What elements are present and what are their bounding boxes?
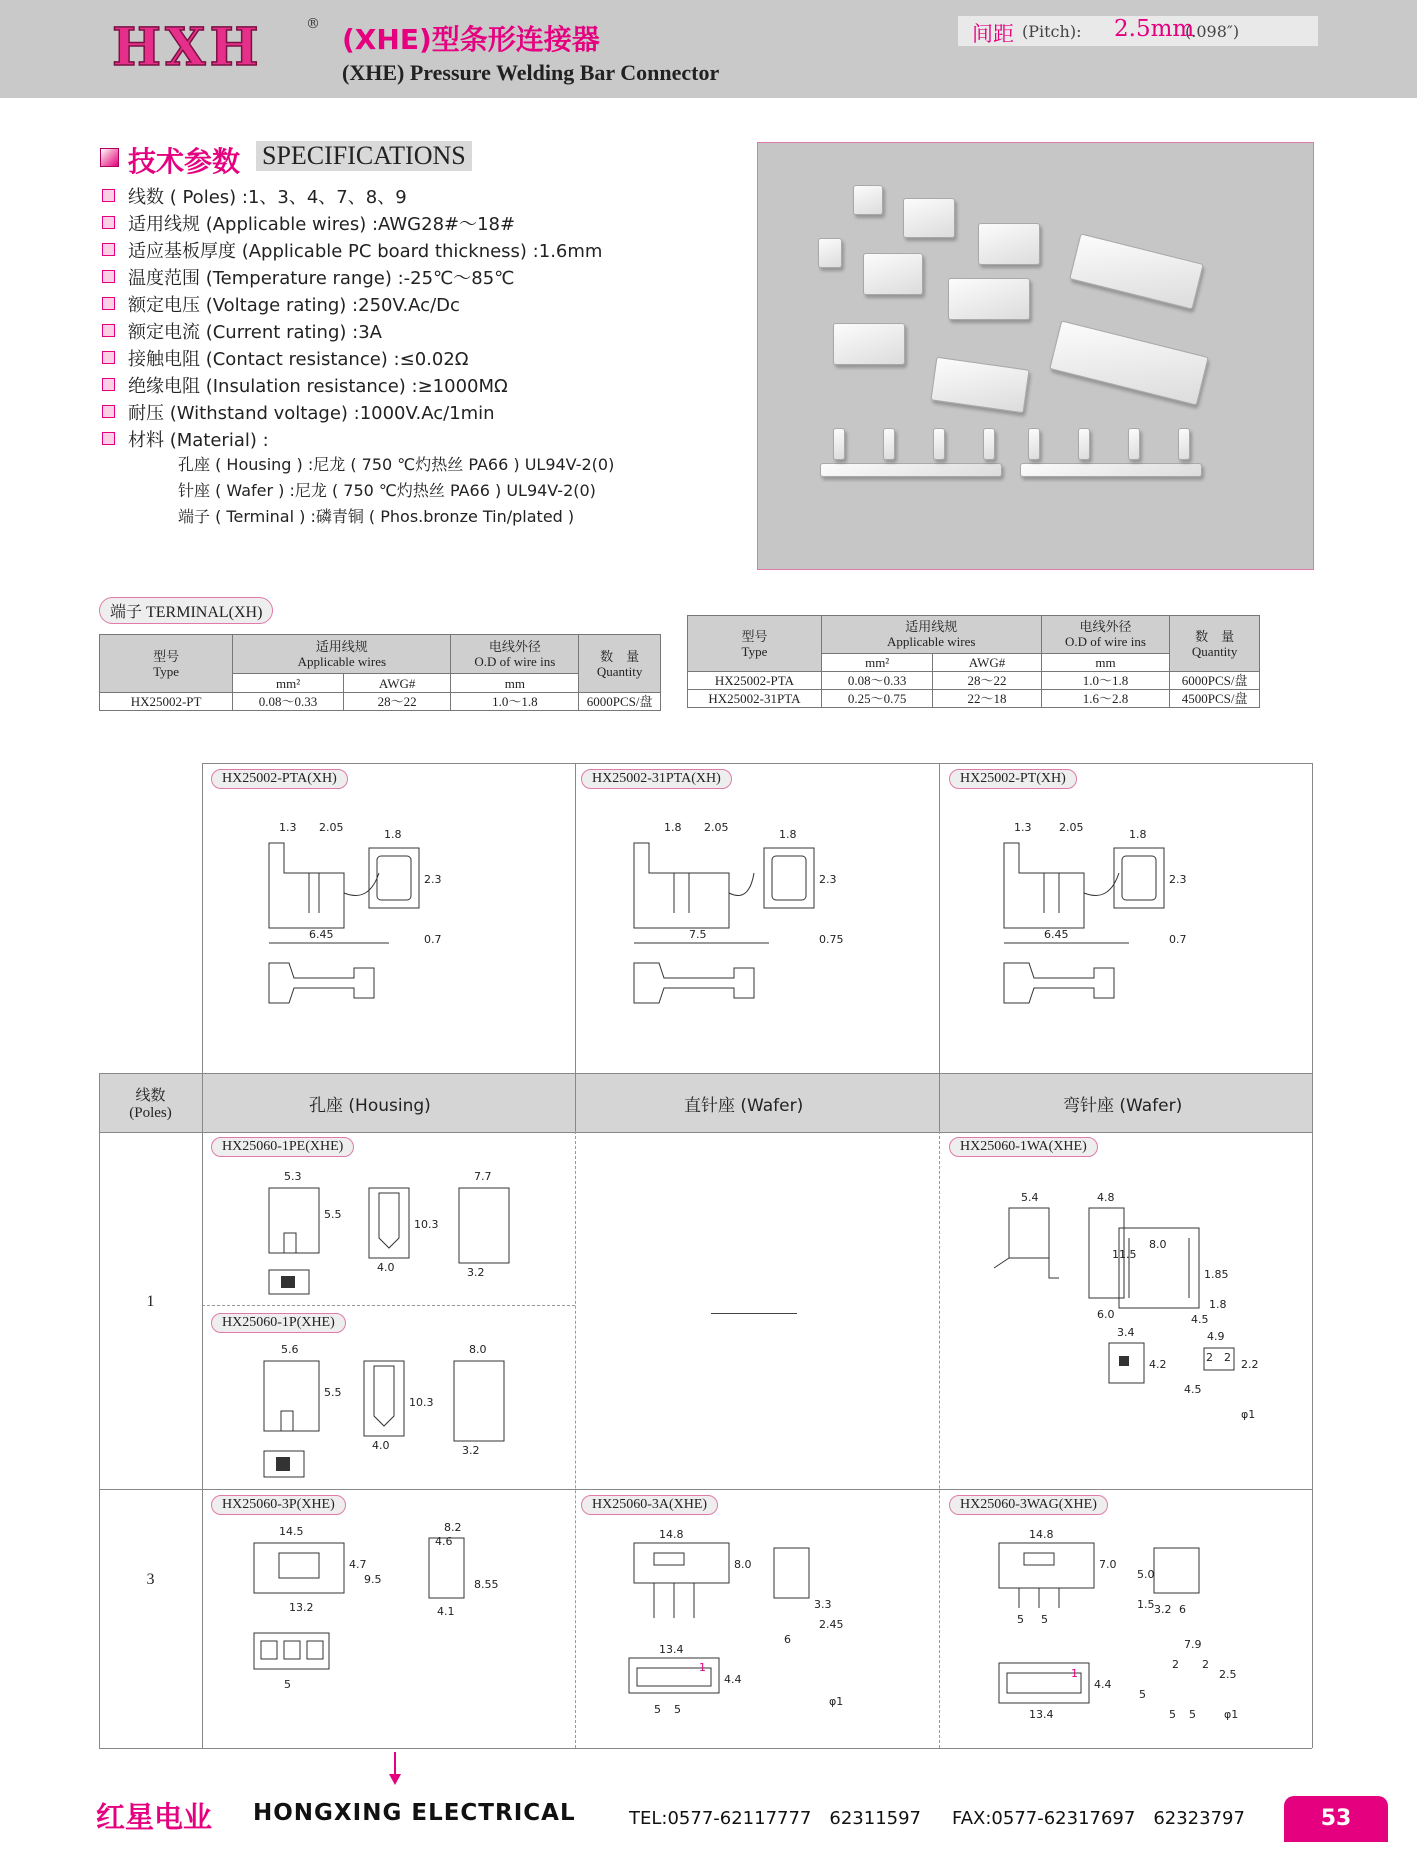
dim-label: 1.8 — [384, 828, 402, 841]
dim-label: 14.8 — [1029, 1528, 1054, 1541]
dim-label: 3.2 — [1154, 1603, 1172, 1616]
dim-label: 9.5 — [364, 1573, 382, 1586]
wafer-1wa-label: HX25060-1WA(XHE) — [949, 1137, 1098, 1157]
photo-terminal — [1128, 428, 1140, 460]
dim-label: 2.3 — [424, 873, 442, 886]
dim-label: 8.0 — [734, 1558, 752, 1571]
col-header-poles-en: (Poles) — [129, 1105, 172, 1121]
bullet-icon — [102, 324, 115, 337]
col-header-straight: 直针座 (Wafer) — [684, 1096, 804, 1116]
dim-label: 3.4 — [1117, 1326, 1135, 1339]
product-photo — [757, 142, 1314, 570]
dim-label: 14.5 — [279, 1525, 304, 1538]
title-cn: (XHE)型条形连接器 — [342, 23, 600, 56]
cell-qty: 6000PCS/盘 — [1170, 672, 1260, 690]
grid-line — [99, 1489, 1312, 1490]
bullet-icon — [102, 270, 115, 283]
col-header-poles-cn: 线数 — [135, 1088, 166, 1104]
dim-label: 10.3 — [409, 1396, 434, 1409]
dim-label: 2 — [1206, 1351, 1213, 1364]
spec-row: 接触电阻 (Contact resistance) :≤0.02Ω — [128, 349, 469, 370]
housing-3p-label: HX25060-3P(XHE) — [211, 1495, 346, 1515]
photo-connector — [978, 223, 1040, 265]
dim-label: 7.9 — [1184, 1638, 1202, 1651]
dim-label: 7.7 — [474, 1170, 492, 1183]
dim-label: 5 — [1017, 1613, 1024, 1626]
cell-od: 1.0～1.8 — [1041, 672, 1170, 690]
grid-line — [202, 1073, 203, 1748]
dim-label: 11.5 — [1112, 1248, 1137, 1261]
table-row — [688, 672, 1260, 690]
photo-connector — [1049, 320, 1209, 405]
dim-label: 5.5 — [324, 1386, 342, 1399]
dim-label: 4.5 — [1191, 1313, 1209, 1326]
col-header-right-angle: 弯针座 (Wafer) — [1063, 1096, 1183, 1116]
th-od-cn: 电线外径 — [488, 639, 541, 655]
col-header-housing: 孔座 (Housing) — [309, 1096, 431, 1116]
th-wires — [233, 635, 451, 674]
dim-label: 4.9 — [1207, 1330, 1225, 1343]
cell-awg: 28～22 — [343, 693, 451, 711]
wafer-3a-drawing — [619, 1528, 939, 1743]
dim-label: 2.05 — [704, 821, 729, 834]
pitch-value: 2.5mm — [1114, 16, 1195, 42]
photo-terminal — [1178, 428, 1190, 460]
cell-type: HX25002-PTA — [688, 672, 822, 690]
dim-label: φ1 — [1241, 1408, 1256, 1421]
dim-label: 4.6 — [435, 1535, 453, 1548]
dim-label: 1.8 — [1129, 828, 1147, 841]
page-number: 53 — [1284, 1796, 1388, 1842]
photo-terminal — [933, 428, 945, 460]
photo-connector — [818, 238, 842, 268]
terminal-31pta-drawing — [619, 821, 879, 1053]
brand-logo: HXH — [112, 17, 263, 78]
photo-connector — [1069, 233, 1204, 309]
drawing-grid — [99, 763, 1313, 1748]
th-qty-en: Quantity — [1191, 643, 1238, 659]
th-type — [100, 635, 233, 693]
th-type-cn: 型号 — [741, 628, 768, 644]
dim-label: 2.05 — [1059, 821, 1084, 834]
photo-terminal-strip — [1020, 463, 1202, 477]
footer-fax: FAX:0577-62317697 62323797 — [952, 1808, 1245, 1829]
dim-label: 4.1 — [437, 1605, 455, 1618]
th-awg: AWG# — [343, 674, 451, 693]
bullet-icon — [102, 243, 115, 256]
grid-dashed-line — [575, 1131, 576, 1748]
th-od — [451, 635, 579, 674]
dim-label: 5.4 — [1021, 1191, 1039, 1204]
th-qty-en: Quantity — [596, 663, 643, 679]
dim-label: 2.05 — [319, 821, 344, 834]
housing-1pe-drawing — [239, 1168, 559, 1298]
th-od-en: O.D of wire ins — [1065, 634, 1146, 650]
dim-label: φ1 — [829, 1695, 844, 1708]
dim-label: 3.2 — [467, 1266, 485, 1279]
spec-row: 耐压 (Withstand voltage) :1000V.Ac/1min — [128, 403, 495, 424]
grid-dashed-line — [939, 1131, 940, 1748]
dim-label: 5 — [1189, 1708, 1196, 1721]
spec-heading-cn: 技术参数 — [128, 145, 241, 178]
dim-label: 2.3 — [819, 873, 837, 886]
material-row: 端子 ( Terminal ) :磷青铜 ( Phos.bronze Tin/plated ) — [178, 507, 575, 526]
dim-label: 4.5 — [1184, 1383, 1202, 1396]
dim-label: 2.5 — [1219, 1668, 1237, 1681]
dim-label: 1.85 — [1204, 1268, 1229, 1281]
terminal-pt-label: HX25002-PT(XH) — [949, 769, 1077, 789]
th-wires-cn: 适用线规 — [315, 639, 368, 655]
down-arrow-icon — [387, 1752, 403, 1786]
spec-row: 线数 ( Poles) :1、3、4、7、8、9 — [128, 187, 407, 208]
dim-label: 5.5 — [324, 1208, 342, 1221]
photo-terminal — [833, 428, 845, 460]
registered-mark: ® — [306, 16, 320, 32]
cell-mm2: 0.25～0.75 — [821, 690, 933, 708]
cell-od: 1.0～1.8 — [451, 693, 579, 711]
dim-label: 0.7 — [1169, 933, 1187, 946]
table-row — [688, 690, 1260, 708]
th-type-cn: 型号 — [153, 648, 180, 664]
dim-label: 4.2 — [1149, 1358, 1167, 1371]
poles-row-1: 1 — [146, 1293, 155, 1310]
photo-connector — [903, 198, 955, 238]
cell-od: 1.6～2.8 — [1041, 690, 1170, 708]
dim-label: 2 — [1202, 1658, 1209, 1671]
dim-label: 1.3 — [279, 821, 297, 834]
dim-label: 14.8 — [659, 1528, 684, 1541]
th-awg: AWG# — [933, 653, 1041, 671]
grid-line — [575, 763, 576, 1073]
terminal-pta-label: HX25002-PTA(XH) — [211, 769, 348, 789]
dim-label: 5.0 — [1137, 1568, 1155, 1581]
dim-label: 4.4 — [724, 1673, 742, 1686]
th-type — [688, 616, 822, 672]
dim-label: 2.3 — [1169, 873, 1187, 886]
spec-row: 适用线规 (Applicable wires) :AWG28#～18# — [128, 214, 516, 235]
dim-label: 5 — [1169, 1708, 1176, 1721]
cell-qty: 4500PCS/盘 — [1170, 690, 1260, 708]
material-row: 孔座 ( Housing ) :尼龙 ( 750 ℃灼热丝 PA66 ) UL94V-2(0) — [178, 455, 615, 474]
terminal-table-2 — [687, 615, 1260, 708]
dim-label: 4.8 — [1097, 1191, 1115, 1204]
bullet-icon — [102, 297, 115, 310]
housing-3p-drawing — [239, 1523, 559, 1743]
th-mm2: mm² — [233, 674, 344, 693]
photo-terminal — [1028, 428, 1040, 460]
dim-label: 13.4 — [1029, 1708, 1054, 1721]
cell-qty: 6000PCS/盘 — [579, 693, 661, 711]
footer-brand-en: HONGXING ELECTRICAL — [253, 1800, 576, 1826]
dim-label: 13.4 — [659, 1643, 684, 1656]
spec-row: 温度范围 (Temperature range) :-25℃～85℃ — [128, 268, 515, 289]
dim-label: 2.2 — [1241, 1358, 1259, 1371]
dim-label: 1.8 — [664, 821, 682, 834]
dim-label: 2 — [1172, 1658, 1179, 1671]
housing-1p-label: HX25060-1P(XHE) — [211, 1313, 346, 1333]
cell-type: HX25002-31PTA — [688, 690, 822, 708]
dim-label: 5.6 — [281, 1343, 299, 1356]
th-qty-cn: 数 量 — [600, 648, 640, 664]
photo-connector — [853, 185, 883, 215]
cell-awg: 28～22 — [933, 672, 1041, 690]
dim-label: 5 — [1041, 1613, 1048, 1626]
poles-row-3: 3 — [146, 1571, 155, 1588]
th-qty-cn: 数 量 — [1195, 628, 1235, 644]
dim-label: 8.0 — [1149, 1238, 1167, 1251]
th-qty — [1170, 616, 1260, 672]
cell-type: HX25002-PT — [100, 693, 233, 711]
dim-label: 1 — [699, 1661, 706, 1674]
terminal-pta-drawing — [249, 821, 509, 1053]
dim-label: 4.0 — [377, 1261, 395, 1274]
th-type-en: Type — [741, 643, 768, 659]
bullet-icon — [102, 432, 115, 445]
photo-connector — [863, 253, 923, 295]
dim-label: 8.2 — [444, 1521, 462, 1534]
pitch-inch: (.098″) — [1185, 22, 1240, 41]
dim-label: 6 — [1179, 1603, 1186, 1616]
th-mm2: mm² — [821, 653, 933, 671]
th-od-cn: 电线外径 — [1079, 619, 1132, 635]
pitch-label: 间距 — [972, 22, 1014, 46]
bullet-icon — [102, 405, 115, 418]
th-od — [1041, 616, 1170, 654]
wafer-3wag-drawing — [989, 1528, 1309, 1743]
th-od-en: O.D of wire ins — [474, 654, 556, 670]
dim-label: 13.2 — [289, 1601, 314, 1614]
footer-tel: TEL:0577-62117777 62311597 — [629, 1808, 921, 1829]
photo-connector — [930, 357, 1029, 414]
dim-label: 8.55 — [474, 1578, 499, 1591]
photo-terminal-strip — [820, 463, 1002, 477]
th-wires-en: Applicable wires — [887, 634, 976, 650]
spec-row: 适应基板厚度 (Applicable PC board thickness) :1.6mm — [128, 241, 603, 262]
spec-row: 额定电流 (Current rating) :3A — [128, 322, 382, 343]
spec-row: 绝缘电阻 (Insulation resistance) :≥1000MΩ — [128, 376, 508, 397]
photo-connector — [833, 323, 905, 365]
terminal-label: 端子 TERMINAL(XH) — [99, 597, 273, 624]
dim-label: 4.4 — [1094, 1678, 1112, 1691]
cell-awg: 22～18 — [933, 690, 1041, 708]
dim-label: φ1 — [1224, 1708, 1239, 1721]
grid-line — [202, 763, 1312, 764]
bullet-square-icon — [100, 148, 119, 167]
photo-terminal — [1078, 428, 1090, 460]
material-row: 针座 ( Wafer ) :尼龙 ( 750 ℃灼热丝 PA66 ) UL94V-2(0) — [178, 481, 596, 500]
bullet-icon — [102, 189, 115, 202]
dim-label: 1 — [1071, 1667, 1078, 1680]
dim-label: 3.3 — [814, 1598, 832, 1611]
spec-heading-en: SPECIFICATIONS — [256, 141, 472, 171]
grid-dashed-line — [202, 1305, 575, 1306]
title-en: (XHE) Pressure Welding Bar Connector — [342, 60, 720, 85]
cell-mm2: 0.08～0.33 — [821, 672, 933, 690]
dim-label: 1.3 — [1014, 821, 1032, 834]
th-qty — [579, 635, 661, 693]
dim-label: 5.3 — [284, 1170, 302, 1183]
wafer-1wa-drawing — [979, 1168, 1309, 1448]
dim-label: 7.0 — [1099, 1558, 1117, 1571]
empty-dash — [711, 1313, 797, 1314]
spec-row: 材料 (Material) : — [128, 430, 269, 451]
bullet-icon — [102, 351, 115, 364]
terminal-table-1 — [99, 634, 661, 711]
dim-label: 5 — [1139, 1688, 1146, 1701]
dim-label: 10.3 — [414, 1218, 439, 1231]
terminal-31pta-label: HX25002-31PTA(XH) — [581, 769, 732, 789]
dim-label: 0.75 — [819, 933, 844, 946]
photo-connector — [948, 278, 1030, 320]
terminal-pt-drawing — [989, 821, 1249, 1053]
dim-label: 6.45 — [309, 928, 334, 941]
grid-line — [202, 763, 203, 1073]
dim-label: 2 — [1224, 1351, 1231, 1364]
th-wires-cn: 适用线规 — [905, 619, 958, 635]
grid-line — [1312, 763, 1313, 1748]
dim-label: 0.7 — [424, 933, 442, 946]
pitch-unit: (Pitch): — [1022, 22, 1082, 41]
th-wires-en: Applicable wires — [297, 654, 387, 670]
housing-1pe-label: HX25060-1PE(XHE) — [211, 1137, 354, 1157]
housing-1p-drawing — [239, 1341, 559, 1481]
dim-label: 4.7 — [349, 1558, 367, 1571]
col-header-poles — [99, 1084, 202, 1122]
dim-label: 5 — [284, 1678, 291, 1691]
dim-label: 6 — [784, 1633, 791, 1646]
bullet-icon — [102, 216, 115, 229]
dim-label: 4.0 — [372, 1439, 390, 1452]
th-wires — [821, 616, 1041, 654]
footer-brand-cn: 红星电业 — [96, 1800, 213, 1834]
photo-terminal — [883, 428, 895, 460]
dim-label: 3.2 — [462, 1444, 480, 1457]
dim-label: 8.0 — [469, 1343, 487, 1356]
th-mm: mm — [1041, 653, 1170, 671]
wafer-3a-label: HX25060-3A(XHE) — [581, 1495, 718, 1515]
dim-label: 7.5 — [689, 928, 707, 941]
dim-label: 1.5 — [1137, 1598, 1155, 1611]
photo-terminal — [983, 428, 995, 460]
th-type-en: Type — [153, 663, 179, 679]
dim-label: 5 — [674, 1703, 681, 1716]
grid-line — [99, 1748, 1312, 1749]
grid-line — [575, 1073, 576, 1131]
dim-label: 1.8 — [779, 828, 797, 841]
wafer-3wag-label: HX25060-3WAG(XHE) — [949, 1495, 1108, 1515]
dim-label: 5 — [654, 1703, 661, 1716]
dim-label: 1.8 — [1209, 1298, 1227, 1311]
spec-row: 额定电压 (Voltage rating) :250V.Ac/Dc — [128, 295, 460, 316]
dim-label: 6.45 — [1044, 928, 1069, 941]
table-row — [100, 693, 661, 711]
grid-line — [99, 1073, 100, 1748]
dim-label: 6.0 — [1097, 1308, 1115, 1321]
bullet-icon — [102, 378, 115, 391]
grid-line — [939, 1073, 940, 1131]
dim-label: 2.45 — [819, 1618, 844, 1631]
cell-mm2: 0.08～0.33 — [233, 693, 344, 711]
grid-line — [939, 763, 940, 1073]
th-mm: mm — [451, 674, 579, 693]
